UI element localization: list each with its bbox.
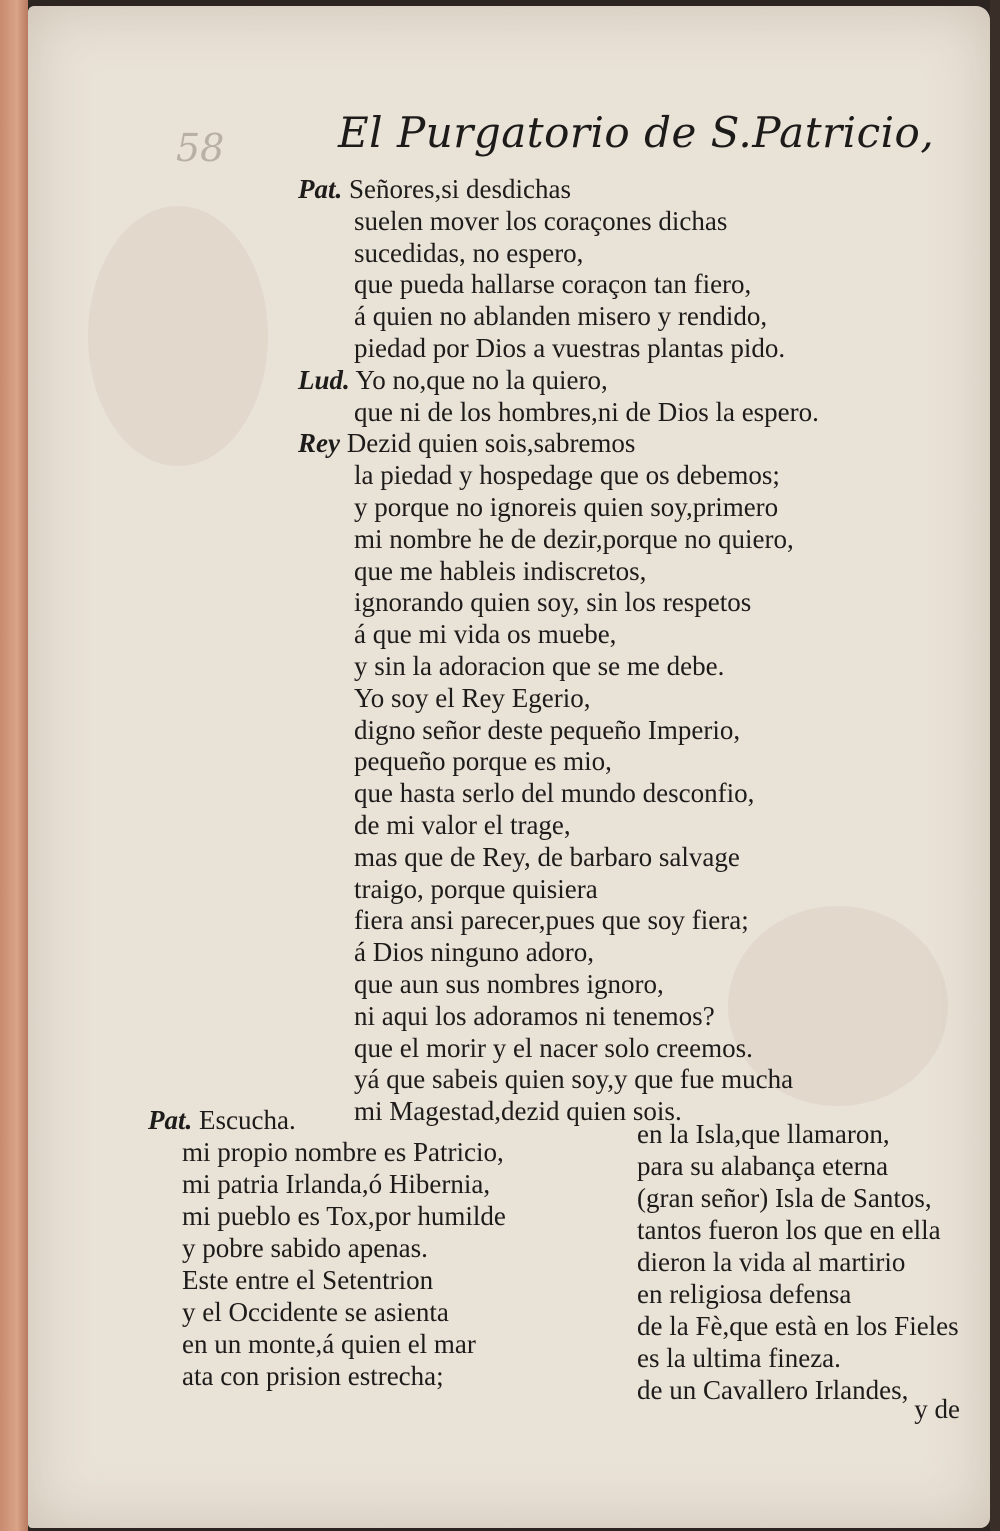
verse-text: para su alabança eterna xyxy=(637,1151,889,1181)
verse-line xyxy=(298,174,898,206)
verse-line xyxy=(298,810,898,842)
verse-text: y sin la adoracion que se me debe. xyxy=(354,650,725,681)
verse-line xyxy=(298,619,898,651)
verse-text: mi Magestad,dezid quien sois. xyxy=(354,1096,682,1127)
speaker-name: Pat. xyxy=(148,1105,193,1135)
verse-text: ata con prision estrecha; xyxy=(182,1361,444,1391)
verse-line xyxy=(298,937,898,969)
verse-text: ignorando quien soy, sin los respetos xyxy=(354,587,752,618)
verse-text: mi propio nombre es Patricio, xyxy=(182,1137,504,1167)
verse-text: y pobre sabido apenas. xyxy=(182,1233,428,1263)
verse-line xyxy=(148,1168,588,1200)
verse-line xyxy=(603,1310,983,1342)
verse-text: y porque no ignoreis quien soy,primero xyxy=(354,491,779,522)
verse-text: que aun sus nombres ignoro, xyxy=(354,968,664,999)
verse-text: en un monte,á quien el mar xyxy=(182,1329,476,1359)
verse-line xyxy=(148,1264,588,1296)
verse-text: que ni de los hombres,ni de Dios la espero. xyxy=(354,396,819,427)
verse-line xyxy=(298,874,898,906)
verse-text: sucedidas, no espero, xyxy=(354,237,584,268)
verse-line xyxy=(298,778,898,810)
verse-text: ni aqui los adoramos ni tenemos? xyxy=(354,1000,715,1031)
verse-text: de mi valor el trage, xyxy=(354,809,571,840)
verse-line xyxy=(298,460,898,492)
verse-line xyxy=(603,1150,983,1182)
verse-text: (gran señor) Isla de Santos, xyxy=(637,1183,932,1213)
verse-line xyxy=(603,1118,983,1150)
paper-stain xyxy=(88,206,268,466)
verse-text: que hasta serlo del mundo desconfio, xyxy=(354,778,755,809)
verse-text: Señores,si desdichas xyxy=(349,174,571,204)
verse-line xyxy=(603,1182,983,1214)
verse-text: mi pueblo es Tox,por humilde xyxy=(182,1201,506,1231)
verse-line xyxy=(603,1278,983,1310)
verse-line xyxy=(298,715,898,747)
verse-line xyxy=(603,1342,983,1374)
verse-line xyxy=(148,1136,588,1168)
verse-text: que pueda hallarse coraçon tan fiero, xyxy=(354,269,752,300)
verse-text: Escucha. xyxy=(199,1105,296,1135)
page-edge-right xyxy=(990,0,1000,1531)
verse-text: Yo no,que no la quiero, xyxy=(355,364,608,395)
verse-line xyxy=(298,587,898,619)
speaker-name: Pat. xyxy=(298,174,343,204)
verse-text: mas que de Rey, de barbaro salvage xyxy=(354,841,740,872)
verse-text: mi patria Irlanda,ó Hibernia, xyxy=(182,1169,491,1199)
verse-text: tantos fueron los que en ella xyxy=(637,1215,941,1245)
verse-text: traigo, porque quisiera xyxy=(354,873,598,904)
verse-line xyxy=(298,333,898,365)
page-header xyxy=(28,108,990,168)
verse-text: pequeño porque es mio, xyxy=(354,746,612,777)
verse-line xyxy=(298,746,898,778)
book-spine-edge xyxy=(0,0,28,1531)
verse-text: que el morir y el nacer solo creemos. xyxy=(354,1032,753,1063)
speaker-name: Lud. xyxy=(298,364,350,395)
verse-line xyxy=(298,651,898,683)
verse-text: y el Occidente se asienta xyxy=(182,1297,449,1327)
verse-text: dieron la vida al martirio xyxy=(637,1247,906,1277)
verse-text: Este entre el Setentrion xyxy=(182,1265,434,1295)
verse-line xyxy=(298,301,898,333)
verse-text: la piedad y hospedage que os debemos; xyxy=(354,460,780,491)
verse-text: á Dios ninguno adoro, xyxy=(354,937,594,968)
verse-column-right xyxy=(603,1118,983,1406)
verse-line xyxy=(298,842,898,874)
verse-text: es la ultima fineza. xyxy=(637,1343,841,1373)
running-title: El Purgatorio de S.Patricio, xyxy=(338,108,935,157)
verse-line xyxy=(148,1232,588,1264)
verse-line xyxy=(298,397,898,429)
verse-line xyxy=(298,1033,898,1065)
verse-line xyxy=(148,1360,588,1392)
verse-text: digno señor deste pequeño Imperio, xyxy=(354,714,741,745)
verse-text: yá que sabeis quien soy,y que fue mucha xyxy=(354,1064,794,1095)
verse-line xyxy=(298,428,898,460)
verse-text: á quien no ablanden misero y rendido, xyxy=(354,301,768,332)
verse-line xyxy=(148,1296,588,1328)
verse-line xyxy=(298,1001,898,1033)
verse-text: de un Cavallero Irlandes, xyxy=(637,1375,909,1405)
folio-number: 58 xyxy=(176,126,225,170)
verse-line xyxy=(298,206,898,238)
verse-text: piedad por Dios a vuestras plantas pido. xyxy=(354,332,786,363)
verse-text: en la Isla,que llamaron, xyxy=(637,1119,890,1149)
verse-line xyxy=(148,1328,588,1360)
catchword: y de xyxy=(914,1394,960,1424)
verse-line xyxy=(298,365,898,397)
verse-text: de la Fè,que està en los Fieles xyxy=(637,1311,959,1341)
verse-line xyxy=(603,1246,983,1278)
verse-block-top xyxy=(298,174,898,1128)
verse-line xyxy=(298,1064,898,1096)
verse-line xyxy=(298,238,898,270)
verse-text: mi nombre he de dezir,porque no quiero, xyxy=(354,523,794,554)
verse-column-left xyxy=(148,1104,588,1392)
verse-line xyxy=(148,1104,588,1136)
verse-text: á que mi vida os muebe, xyxy=(354,619,617,650)
speaker-name: Rey xyxy=(298,428,340,459)
verse-line xyxy=(298,492,898,524)
verse-text: Dezid quien sois,sabremos xyxy=(346,428,636,459)
verse-line xyxy=(298,969,898,1001)
verse-text: fiera ansi parecer,pues que soy fiera; xyxy=(354,905,749,936)
verse-line xyxy=(148,1200,588,1232)
verse-text: Yo soy el Rey Egerio, xyxy=(354,682,591,713)
book-page xyxy=(28,6,990,1528)
verse-text: en religiosa defensa xyxy=(637,1279,852,1309)
verse-line xyxy=(603,1214,983,1246)
verse-line xyxy=(298,683,898,715)
verse-text: suelen mover los coraçones dichas xyxy=(354,205,728,236)
verse-line xyxy=(298,556,898,588)
verse-text: que me hableis indiscretos, xyxy=(354,555,647,586)
verse-line xyxy=(298,524,898,556)
verse-line xyxy=(298,269,898,301)
verse-line xyxy=(298,905,898,937)
